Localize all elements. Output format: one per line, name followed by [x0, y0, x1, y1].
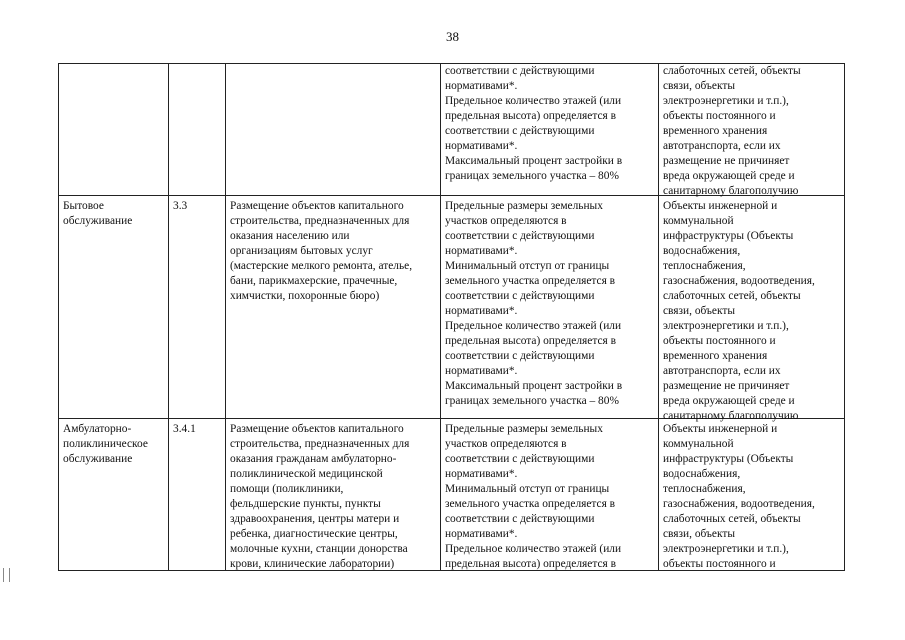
cell-text-line: оказания гражданам амбулаторно- — [230, 453, 397, 465]
land-use-table — [58, 63, 845, 571]
cell-parameters — [445, 199, 622, 409]
cell-text-line: нормативами*. — [445, 365, 518, 377]
cell-text-line: временного хранения — [663, 125, 768, 137]
cell-use-code — [173, 422, 196, 437]
cell-text-line: Объекты инженерной и — [663, 423, 778, 435]
cell-text-line: Бытовое — [63, 200, 104, 212]
cell-text-line: Объекты инженерной и — [663, 200, 778, 212]
cell-text-line: связи, объекты — [663, 80, 735, 92]
cell-text-line: бани, парикмахерские, прачечные, — [230, 275, 398, 287]
cell-text-line: Предельное количество этажей (или — [445, 320, 622, 332]
cell-text-line: помощи (поликлиники, — [230, 483, 344, 495]
cell-text-line: предельная высота) определяется в — [445, 335, 616, 347]
cell-text-line: коммунальной — [663, 215, 734, 227]
cell-auxiliary-objects — [663, 422, 815, 572]
cell-text-line: водоснабжения, — [663, 245, 741, 257]
cell-text-line: слаботочных сетей, объекты — [663, 513, 801, 525]
cell-use-description — [230, 422, 409, 572]
cell-text-line: связи, объекты — [663, 528, 735, 540]
page-number: 38 — [446, 29, 459, 44]
cell-text-line: объекты постоянного и — [663, 558, 776, 570]
cell-text-line: санитарному благополучию — [663, 185, 799, 197]
cell-text-line: фельдшерские пункты, пункты — [230, 498, 381, 510]
cell-text-line: вреда окружающей среде и — [663, 170, 795, 182]
cell-text-line: соответствии с действующими — [445, 350, 595, 362]
cell-text-line: санитарному благополучию — [663, 410, 799, 422]
cell-text-line: слаботочных сетей, объекты — [663, 65, 801, 77]
cell-text-line: ребенка, диагностические центры, — [230, 528, 398, 540]
cell-text-line: слаботочных сетей, объекты — [663, 290, 801, 302]
cell-text-line: электроэнергетики и т.п.), — [663, 543, 789, 555]
cell-text-line: автотранспорта, если их — [663, 140, 781, 152]
cell-text-line: соответствии с действующими — [445, 65, 595, 77]
cell-text-line: нормативами*. — [445, 80, 518, 92]
cell-use-code — [173, 199, 187, 214]
column-divider — [658, 63, 659, 571]
cell-text-line: Размещение объектов капитального — [230, 423, 404, 435]
cell-text-line: Размещение объектов капитального — [230, 200, 404, 212]
cell-text-line: соответствии с действующими — [445, 453, 595, 465]
cell-text-line: связи, объекты — [663, 305, 735, 317]
cell-text-line: Минимальный отступ от границы — [445, 483, 610, 495]
cell-text-line: организациям бытовых услуг — [230, 245, 373, 257]
cell-text-line: земельного участка определяется в — [445, 498, 616, 510]
cell-text-line: 3.4.1 — [173, 423, 196, 435]
column-divider — [168, 63, 169, 571]
cell-text-line: нормативами*. — [445, 528, 518, 540]
cell-text-line: Предельные размеры земельных — [445, 200, 603, 212]
cell-text-line: Максимальный процент застройки в — [445, 155, 623, 167]
cell-text-line: теплоснабжения, — [663, 260, 746, 272]
table-border-right — [844, 63, 845, 571]
cell-text-line: размещение не причиняет — [663, 380, 790, 392]
cell-use-name — [63, 199, 132, 229]
cell-text-line: здравоохранения, центры матери и — [230, 513, 400, 525]
cell-text-line: Минимальный отступ от границы — [445, 260, 610, 272]
cell-text-line: соответствии с действующими — [445, 230, 595, 242]
cell-text-line: границах земельного участка – 80% — [445, 170, 619, 182]
cell-text-line: газоснабжения, водоотведения, — [663, 498, 815, 510]
cell-parameters — [445, 422, 621, 572]
cell-text-line: соответствии с действующими — [445, 513, 595, 525]
cell-text-line: земельного участка определяется в — [445, 275, 616, 287]
cell-auxiliary-objects — [663, 199, 815, 424]
scan-margin-mark — [3, 568, 10, 582]
column-divider — [440, 63, 441, 571]
cell-text-line: нормативами*. — [445, 245, 518, 257]
cell-parameters — [445, 64, 622, 184]
cell-use-name — [63, 422, 148, 467]
cell-text-line: оказания населению или — [230, 230, 350, 242]
cell-text-line: участков определяются в — [445, 438, 567, 450]
cell-text-line: соответствии с действующими — [445, 290, 595, 302]
cell-text-line: химчистки, похоронные бюро) — [230, 290, 380, 302]
cell-text-line: нормативами*. — [445, 468, 518, 480]
cell-text-line: коммунальной — [663, 438, 734, 450]
cell-text-line: поликлинической медицинской — [230, 468, 383, 480]
cell-text-line: границах земельного участка – 80% — [445, 395, 619, 407]
cell-text-line: автотранспорта, если их — [663, 365, 781, 377]
cell-text-line: вреда окружающей среде и — [663, 395, 795, 407]
cell-text-line: Предельные размеры земельных — [445, 423, 603, 435]
cell-text-line: 3.3 — [173, 200, 188, 212]
cell-text-line: теплоснабжения, — [663, 483, 746, 495]
cell-text-line: строительства, предназначенных для — [230, 215, 410, 227]
cell-text-line: участков определяются в — [445, 215, 567, 227]
table-border-left — [58, 63, 59, 571]
cell-text-line: размещение не причиняет — [663, 155, 790, 167]
cell-text-line: обслуживание — [63, 215, 133, 227]
cell-text-line: инфраструктуры (Объекты — [663, 453, 794, 465]
cell-text-line: нормативами*. — [445, 140, 518, 152]
cell-text-line: инфраструктуры (Объекты — [663, 230, 794, 242]
cell-text-line: (мастерские мелкого ремонта, ателье, — [230, 260, 413, 272]
cell-text-line: электроэнергетики и т.п.), — [663, 320, 789, 332]
cell-text-line: Максимальный процент застройки в — [445, 380, 623, 392]
column-divider — [225, 63, 226, 571]
cell-text-line: газоснабжения, водоотведения, — [663, 275, 815, 287]
cell-text-line: предельная высота) определяется в — [445, 110, 616, 122]
cell-text-line: строительства, предназначенных для — [230, 438, 410, 450]
cell-text-line: объекты постоянного и — [663, 110, 776, 122]
cell-text-line: предельная высота) определяется в — [445, 558, 616, 570]
cell-text-line: Предельное количество этажей (или — [445, 543, 622, 555]
cell-text-line: крови, клинические лаборатории) — [230, 558, 395, 570]
cell-text-line: нормативами*. — [445, 305, 518, 317]
cell-text-line: молочные кухни, станции донорства — [230, 543, 408, 555]
cell-text-line: электроэнергетики и т.п.), — [663, 95, 789, 107]
cell-text-line: временного хранения — [663, 350, 768, 362]
cell-use-description — [230, 199, 412, 304]
cell-text-line: Амбулаторно- — [63, 423, 132, 435]
cell-text-line: поликлиническое — [63, 438, 148, 450]
cell-text-line: объекты постоянного и — [663, 335, 776, 347]
cell-text-line: обслуживание — [63, 453, 133, 465]
cell-text-line: Предельное количество этажей (или — [445, 95, 622, 107]
cell-text-line: соответствии с действующими — [445, 125, 595, 137]
cell-auxiliary-objects — [663, 64, 801, 199]
cell-text-line: водоснабжения, — [663, 468, 741, 480]
